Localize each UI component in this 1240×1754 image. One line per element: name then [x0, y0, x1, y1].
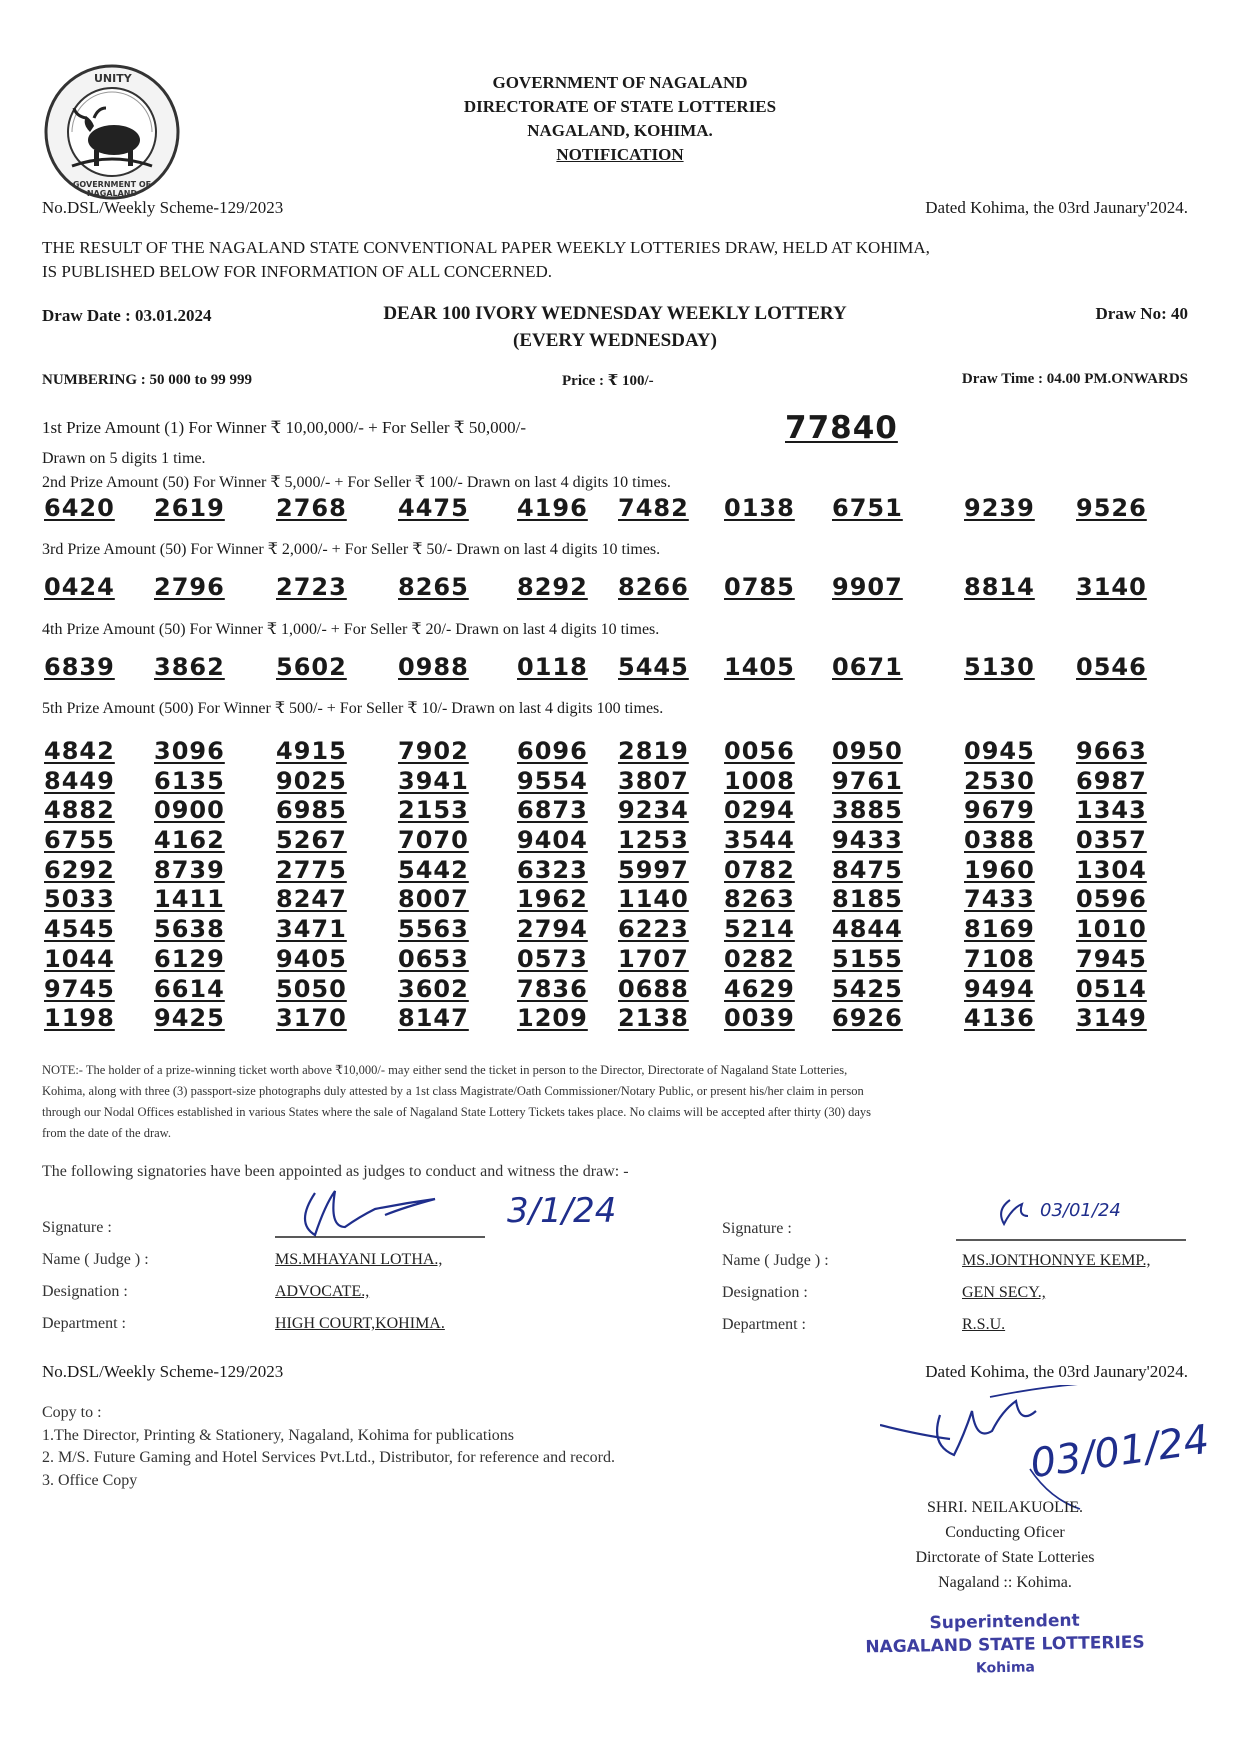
prize-number: 0573: [517, 944, 588, 973]
prize-number: 4545: [44, 915, 115, 944]
prize-number: 9234: [618, 796, 689, 825]
judge1-designation: ADVOCATE.,: [275, 1283, 370, 1300]
prize-number: 1010: [1076, 915, 1147, 944]
prize-number: 0950: [832, 737, 903, 765]
footer-dated-line: Dated Kohima, the 03rd Jaunary'2024.: [925, 1362, 1188, 1381]
prize-number: 8007: [398, 885, 469, 914]
header-line-government: GOVERNMENT OF NAGALAND: [492, 73, 748, 92]
prize-number: 7945: [1076, 944, 1147, 973]
officer-details: [860, 1495, 1150, 1595]
prize-number: 0671: [832, 653, 903, 681]
stamp-line: Kohima: [975, 1659, 1036, 1677]
prize-number: 1405: [724, 653, 795, 681]
prize-number: 2796: [154, 573, 225, 601]
judge1-department: HIGH COURT,KOHIMA.: [275, 1315, 445, 1332]
ticket-price: Price : ₹ 100/-: [562, 373, 654, 389]
prize-number: 3170: [276, 1004, 347, 1033]
prize-number: 6096: [517, 737, 588, 765]
prize-number: 3602: [398, 974, 469, 1003]
prize-number: 4629: [724, 974, 795, 1003]
judge1-signature-label: Signature :: [42, 1219, 112, 1236]
prize-number: 5425: [832, 974, 903, 1003]
prize-number: 8185: [832, 885, 903, 914]
prize-number: 7070: [398, 826, 469, 855]
prize-number: 6135: [154, 766, 225, 795]
prize-number: 9745: [44, 974, 115, 1003]
prize-number: 8147: [398, 1004, 469, 1033]
officer-organisation: Dirctorate of State Lotteries: [915, 1549, 1095, 1566]
prize-number: 8169: [964, 915, 1035, 944]
fifth-prize-text: 5th Prize Amount (500) For Winner ₹ 500/- + For Seller ₹ 10/- Drawn on last 4 digits 100 times.: [42, 700, 664, 717]
prize-number: 4475: [398, 494, 469, 522]
prize-number: 6129: [154, 944, 225, 973]
prize-number: 6873: [517, 796, 588, 825]
draw-number: Draw No: 40: [1095, 304, 1188, 323]
prize-number: 1253: [618, 826, 689, 855]
header-notification: NOTIFICATION: [556, 145, 684, 164]
first-prize-drawn: Drawn on 5 digits 1 time.: [42, 450, 206, 467]
judge2-department-label: Department :: [722, 1316, 806, 1333]
prize-number: 0357: [1076, 826, 1147, 855]
prize-number: 6614: [154, 974, 225, 1003]
prize-number: 2530: [964, 766, 1035, 795]
prize-number: 8263: [724, 885, 795, 914]
second-prize-text: 2nd Prize Amount (50) For Winner ₹ 5,000/- + For Seller ₹ 100/- Drawn on last 4 digits 10 times.: [42, 474, 671, 491]
judge2-signature-label: Signature :: [722, 1220, 792, 1237]
prize-number: 5445: [618, 653, 689, 681]
intro-line-1: THE RESULT OF THE NAGALAND STATE CONVENTIONAL PAPER WEEKLY LOTTERIES DRAW, HELD AT KOHIMA,: [42, 238, 930, 257]
prize-number: 9907: [832, 573, 903, 601]
prize-number: 4915: [276, 737, 347, 765]
prize-number: 5033: [44, 885, 115, 914]
prize-number: 8247: [276, 885, 347, 914]
judge1-signature: [275, 1185, 635, 1245]
prize-number: 0785: [724, 573, 795, 601]
prize-number: 0945: [964, 737, 1035, 765]
prize-number: 0118: [517, 653, 588, 681]
prize-number: 8449: [44, 766, 115, 795]
prize-number: 6839: [44, 653, 115, 681]
prize-number: 4842: [44, 737, 115, 765]
prize-number: 9761: [832, 766, 903, 795]
prize-number: 6323: [517, 855, 588, 884]
fifth-prize-row: [44, 915, 1194, 945]
prize-number: 5267: [276, 826, 347, 855]
prize-number: 3149: [1076, 1004, 1147, 1033]
prize-number: 0282: [724, 944, 795, 973]
fourth-prize-text: 4th Prize Amount (50) For Winner ₹ 1,000/- + For Seller ₹ 20/- Drawn on last 4 digits 10 times.: [42, 621, 660, 638]
prize-number: 1707: [618, 944, 689, 973]
copy-to: [42, 1402, 615, 1492]
prize-number: 6292: [44, 855, 115, 884]
draw-date: Draw Date : 03.01.2024: [42, 306, 212, 325]
officer-place: Nagaland :: Kohima.: [938, 1574, 1072, 1591]
third-prize-text: 3rd Prize Amount (50) For Winner ₹ 2,000/- + For Seller ₹ 50/- Drawn on last 4 digits 10 times.: [42, 541, 661, 558]
prize-number: 7482: [618, 494, 689, 522]
fifth-prize-row: [44, 945, 1194, 975]
draw-subtitle: (EVERY WEDNESDAY): [513, 330, 717, 351]
prize-number: 8265: [398, 573, 469, 601]
prize-number: 2619: [154, 494, 225, 522]
prize-number: 0388: [964, 826, 1035, 855]
header-line-directorate: DIRECTORATE OF STATE LOTTERIES: [463, 97, 777, 116]
note-line: NOTE:- The holder of a prize-winning ticket worth above ₹10,000/- may either send the ticket in person to the Director, Directorate of Nagaland State Lotteries,: [42, 1063, 848, 1077]
claim-note: [42, 1060, 1212, 1144]
dated-line: Dated Kohima, the 03rd Jaunary'2024.: [925, 198, 1188, 217]
reference-number: No.DSL/Weekly Scheme-129/2023: [42, 198, 284, 217]
judge2-department: R.S.U.: [962, 1316, 1006, 1333]
prize-number: 9526: [1076, 494, 1147, 522]
prize-number: 6755: [44, 826, 115, 855]
prize-number: 2768: [276, 494, 347, 522]
prize-number: 5602: [276, 653, 347, 681]
prize-number: 7836: [517, 974, 588, 1003]
note-line: Kohima, along with three (3) passport-size photographs duly attested by a 1st class Magistrate/Oath Commissioner/Notary Public, or present his/her claim in person: [42, 1084, 864, 1098]
note-line: through our Nodal Offices established in various States where the sale of Nagaland State Lottery Tickets takes place. No claims will be accepted after thirty (30) days: [42, 1105, 872, 1119]
prize-number: 4136: [964, 1004, 1035, 1033]
prize-number: 9663: [1076, 737, 1147, 765]
draw-title: DEAR 100 IVORY WEDNESDAY WEEKLY LOTTERY: [383, 303, 847, 324]
prize-number: 5130: [964, 653, 1035, 681]
prize-number: 0514: [1076, 974, 1147, 1003]
third-prize-numbers: [44, 573, 1194, 603]
judge1-designation-label: Designation :: [42, 1283, 128, 1300]
prize-number: 0653: [398, 944, 469, 973]
prize-number: 1008: [724, 766, 795, 795]
prize-number: 1140: [618, 885, 689, 914]
fifth-prize-row: [44, 767, 1194, 797]
prize-number: 6223: [618, 915, 689, 944]
officer-signature-date: 03/01/24: [1027, 1416, 1212, 1488]
prize-number: 9404: [517, 826, 588, 855]
prize-number: 1198: [44, 1004, 115, 1033]
prize-number: 0782: [724, 855, 795, 884]
prize-number: 5563: [398, 915, 469, 944]
prize-number: 1209: [517, 1004, 588, 1033]
prize-number: 0056: [724, 737, 795, 765]
copy-to-item: 3. Office Copy: [42, 1471, 138, 1489]
prize-number: 2153: [398, 796, 469, 825]
draw-time: Draw Time : 04.00 PM.ONWARDS: [961, 371, 1188, 387]
prize-number: 8814: [964, 573, 1035, 601]
prize-number: 3862: [154, 653, 225, 681]
prize-number: 9679: [964, 796, 1035, 825]
prize-number: 7433: [964, 885, 1035, 914]
judge2-name-label: Name ( Judge ) :: [722, 1252, 829, 1269]
prize-number: 8739: [154, 855, 225, 884]
judge1-department-label: Department :: [42, 1315, 126, 1332]
prize-number: 2794: [517, 915, 588, 944]
prize-number: 2723: [276, 573, 347, 601]
stamp-line: Superintendent: [929, 1610, 1080, 1634]
prize-number: 3096: [154, 737, 225, 765]
copy-to-item: 2. M/S. Future Gaming and Hotel Services Pvt.Ltd., Distributor, for reference and record.: [42, 1449, 615, 1466]
prize-number: 0546: [1076, 653, 1147, 681]
prize-number: 0596: [1076, 885, 1147, 914]
fifth-prize-row: [44, 1004, 1194, 1034]
prize-number: 9239: [964, 494, 1035, 522]
prize-number: 9425: [154, 1004, 225, 1033]
officer-name: SHRI. NEILAKUOLIE.: [927, 1499, 1083, 1516]
prize-number: 8292: [517, 573, 588, 601]
judge1-name: MS.MHAYANI LOTHA.,: [275, 1251, 443, 1268]
prize-number: 1304: [1076, 855, 1147, 884]
prize-number: 0138: [724, 494, 795, 522]
footer-reference-number: No.DSL/Weekly Scheme-129/2023: [42, 1362, 284, 1381]
fifth-prize-row: [44, 885, 1194, 915]
officer-title: Conducting Oficer: [945, 1524, 1065, 1541]
prize-number: 3885: [832, 796, 903, 825]
prize-number: 7108: [964, 944, 1035, 973]
judge2-designation: GEN SECY.,: [962, 1284, 1046, 1301]
prize-number: 3941: [398, 766, 469, 795]
prize-number: 5214: [724, 915, 795, 944]
prize-number: 9433: [832, 826, 903, 855]
prize-number: 6985: [276, 796, 347, 825]
prize-number: 1411: [154, 885, 225, 914]
prize-number: 4882: [44, 796, 115, 825]
prize-number: 6987: [1076, 766, 1147, 795]
prize-number: 0988: [398, 653, 469, 681]
fourth-prize-numbers: [44, 653, 1194, 683]
fifth-prize-numbers: [44, 737, 1194, 1034]
prize-number: 2775: [276, 855, 347, 884]
copy-to-item: 1.The Director, Printing & Stationery, Nagaland, Kohima for publications: [42, 1426, 514, 1444]
prize-number: 2138: [618, 1004, 689, 1033]
judge2-designation-label: Designation :: [722, 1284, 808, 1301]
note-line: from the date of the draw.: [42, 1126, 171, 1140]
prize-number: 3471: [276, 915, 347, 944]
prize-number: 5155: [832, 944, 903, 973]
prize-number: 4196: [517, 494, 588, 522]
prize-number: 1960: [964, 855, 1035, 884]
fifth-prize-row: [44, 856, 1194, 886]
judge1-name-label: Name ( Judge ) :: [42, 1251, 149, 1268]
prize-number: 8266: [618, 573, 689, 601]
seal-top-text: UNITY: [94, 72, 132, 85]
fifth-prize-row: [44, 796, 1194, 826]
prize-number: 6926: [832, 1004, 903, 1033]
judge2-signature-date: 03/01/24: [1040, 1200, 1121, 1221]
prize-number: 3807: [618, 766, 689, 795]
first-prize-number: 77840: [785, 410, 898, 446]
prize-number: 0900: [154, 796, 225, 825]
prize-number: 6420: [44, 494, 115, 522]
fifth-prize-row: [44, 975, 1194, 1005]
prize-number: 2819: [618, 737, 689, 765]
fifth-prize-row: [44, 826, 1194, 856]
first-prize-text: 1st Prize Amount (1) For Winner ₹ 10,00,000/- + For Seller ₹ 50,000/-: [42, 418, 526, 437]
superintendent-stamp: [859, 1609, 1150, 1678]
judges-intro: The following signatories have been appointed as judges to conduct and witness the draw: -: [42, 1163, 629, 1180]
prize-number: 0039: [724, 1004, 795, 1033]
prize-number: 9025: [276, 766, 347, 795]
copy-to-title: Copy to :: [42, 1404, 102, 1421]
prize-number: 9494: [964, 974, 1035, 1003]
prize-number: 5997: [618, 855, 689, 884]
numbering-range: NUMBERING : 50 000 to 99 999: [42, 372, 252, 388]
prize-number: 5638: [154, 915, 225, 944]
prize-number: 0294: [724, 796, 795, 825]
prize-number: 0688: [618, 974, 689, 1003]
prize-number: 4162: [154, 826, 225, 855]
prize-number: 4844: [832, 915, 903, 944]
stamp-line: NAGALAND STATE LOTTERIES: [865, 1632, 1145, 1658]
prize-number: 1343: [1076, 796, 1147, 825]
judge2-signature: [950, 1190, 1190, 1246]
prize-number: 1962: [517, 885, 588, 914]
prize-number: 3544: [724, 826, 795, 855]
prize-number: 6751: [832, 494, 903, 522]
prize-number: 0424: [44, 573, 115, 601]
prize-number: 9405: [276, 944, 347, 973]
prize-number: 3140: [1076, 573, 1147, 601]
prize-number: 5442: [398, 855, 469, 884]
prize-number: 8475: [832, 855, 903, 884]
prize-number: 1044: [44, 944, 115, 973]
prize-number: 7902: [398, 737, 469, 765]
fifth-prize-row: [44, 737, 1194, 767]
second-prize-numbers: [44, 494, 1194, 524]
seal-bottom-text: GOVERNMENT OF NAGALAND: [72, 180, 152, 198]
judge1-signature-date: 3/1/24: [507, 1191, 617, 1231]
prize-number: 9554: [517, 766, 588, 795]
prize-number: 5050: [276, 974, 347, 1003]
judge2-name: MS.JONTHONNYE KEMP.,: [962, 1252, 1151, 1269]
header-line-place: NAGALAND, KOHIMA.: [527, 121, 713, 140]
intro-line-2: IS PUBLISHED BELOW FOR INFORMATION OF ALL CONCERNED.: [42, 262, 553, 281]
